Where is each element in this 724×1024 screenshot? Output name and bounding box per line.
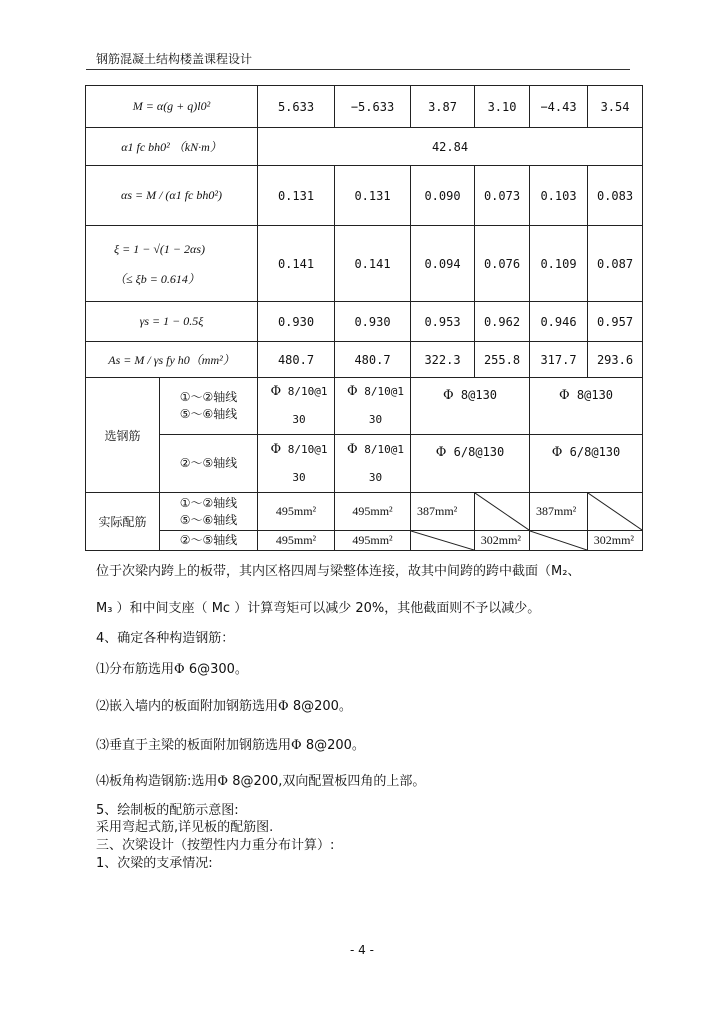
phi-symbol: Φ — [174, 662, 185, 677]
table-cell: 3.54 — [588, 86, 643, 128]
phi-symbol: Φ — [435, 445, 447, 460]
table-cell: 0.087 — [588, 226, 643, 302]
area-cell: 495mm² — [335, 493, 411, 531]
area-cell: 387mm² — [411, 493, 475, 531]
axis-line: ⑤～⑥轴线 — [179, 407, 238, 421]
area-cell: 495mm² — [258, 531, 335, 551]
header-rule — [86, 69, 630, 70]
section-heading: 4、确定各种构造钢筋： — [96, 631, 235, 646]
row-label: α1 fc bh0² （kN·m） — [86, 128, 258, 166]
table-cell: 0.109 — [530, 226, 588, 302]
moment-calculation-table — [85, 85, 643, 551]
section-heading: 三、次梁设计（按塑性内力重分布计算）: — [96, 838, 335, 853]
diagonal-line — [530, 531, 587, 550]
paragraph-text: 6@300。 — [184, 662, 248, 677]
paragraph — [96, 695, 352, 714]
axis-cell — [160, 531, 258, 551]
axis-line: ②～⑤轴线 — [179, 456, 238, 470]
paragraph — [96, 658, 248, 677]
table-cell: 0.094 — [411, 226, 475, 302]
paragraph-text: ⑶垂直于主梁的板面附加钢筋选用 — [96, 738, 292, 753]
paragraph: 位于次梁内跨上的板带，其内区格四周与梁整体连接，故其中间跨的跨中截面（M₂、 — [96, 564, 581, 579]
page-header: 钢筋混凝土结构楼盖课程设计 — [96, 52, 253, 66]
table-row — [86, 128, 643, 166]
actual-steel-label: 实际配筋 — [86, 493, 160, 551]
paragraph-text: 8@200。 — [288, 699, 352, 714]
section-heading: 1、次梁的支承情况: — [96, 856, 213, 871]
diagonal-line — [475, 493, 529, 530]
table-cell: 0.962 — [475, 302, 530, 342]
empty-diagonal-cell — [588, 493, 643, 531]
table-row — [86, 493, 643, 531]
row-label: As = M / γs fy h0（mm²） — [86, 342, 258, 378]
row-label — [86, 226, 258, 302]
paragraph-text: 8@200,双向配置板四角的上部。 — [228, 774, 426, 789]
table-cell: 0.103 — [530, 166, 588, 226]
table-cell: 0.076 — [475, 226, 530, 302]
axis-line: ①～②轴线 — [179, 495, 238, 510]
phi-symbol: Φ — [346, 384, 358, 399]
paragraph-text: ⑷板角构造钢筋:选用 — [96, 774, 218, 789]
phi-symbol: Φ — [217, 774, 229, 789]
empty-diagonal-cell — [475, 493, 530, 531]
phi-symbol: Φ — [346, 441, 358, 457]
axis-line: ⑤～⑥轴线 — [179, 512, 238, 527]
table-cell: 0.131 — [335, 166, 411, 226]
table-row — [86, 302, 643, 342]
area-cell: 302mm² — [588, 531, 643, 551]
area-cell: 495mm² — [258, 493, 335, 531]
rebar-spec-wrap: 30 — [368, 413, 383, 426]
rebar-cell — [335, 378, 411, 435]
diagonal-line — [588, 493, 642, 530]
axis-line: ②～⑤轴线 — [179, 533, 238, 547]
table-cell: −5.633 — [335, 86, 411, 128]
table-cell: 0.141 — [335, 226, 411, 302]
paragraph — [96, 734, 365, 753]
table-cell: 0.131 — [258, 166, 335, 226]
rebar-spec: 6/8@130 — [453, 445, 505, 459]
row-label: M = α(g + q)l0² — [86, 86, 258, 128]
xi-limit-note: （≤ ξb = 0.614） — [114, 271, 200, 286]
table-row — [86, 86, 643, 128]
rebar-cell — [411, 435, 530, 493]
select-steel-label: 选钢筋 — [86, 378, 160, 493]
phi-symbol: Φ — [443, 388, 454, 403]
table-cell: 317.7 — [530, 342, 588, 378]
rebar-cell — [258, 378, 335, 435]
table-cell: 0.073 — [475, 166, 530, 226]
phi-symbol: Φ — [270, 384, 282, 399]
axis-cell — [160, 493, 258, 531]
rebar-spec-wrap: 30 — [368, 470, 383, 484]
rebar-spec: 6/8@130 — [569, 445, 621, 459]
table-row — [86, 226, 643, 302]
phi-symbol: Φ — [270, 441, 282, 457]
phi-symbol: Φ — [559, 388, 570, 403]
rebar-cell — [335, 435, 411, 493]
paragraph — [96, 770, 425, 789]
paragraph: 采用弯起式筋,详见板的配筋图. — [96, 820, 274, 835]
table-cell: 0.953 — [411, 302, 475, 342]
paragraph-text: ⑴分布筋选用 — [96, 662, 175, 677]
table-cell: 480.7 — [335, 342, 411, 378]
rebar-cell — [411, 378, 530, 435]
phi-symbol: Φ — [291, 738, 302, 753]
table-row — [86, 378, 643, 435]
table-cell: 322.3 — [411, 342, 475, 378]
table-cell: 0.141 — [258, 226, 335, 302]
rebar-spec: 8/10@1 — [287, 442, 328, 456]
table-cell: 0.946 — [530, 302, 588, 342]
table-row — [86, 435, 643, 493]
table-cell: 0.930 — [258, 302, 335, 342]
axis-cell — [160, 378, 258, 435]
section-heading: 5、绘制板的配筋示意图: — [96, 803, 239, 818]
empty-diagonal-cell — [530, 531, 588, 551]
axis-cell — [160, 435, 258, 493]
area-cell: 387mm² — [530, 493, 588, 531]
phi-symbol: Φ — [278, 699, 289, 714]
rebar-spec-wrap: 30 — [292, 470, 306, 484]
row-label: αs = M / (α1 fc bh0²) — [86, 166, 258, 226]
table-cell: 0.957 — [588, 302, 643, 342]
area-cell: 495mm² — [335, 531, 411, 551]
diagonal-line — [411, 531, 474, 550]
table-cell: −4.43 — [530, 86, 588, 128]
rebar-spec: 8/10@1 — [287, 385, 328, 398]
rebar-cell — [530, 378, 643, 435]
table-cell: 293.6 — [588, 342, 643, 378]
paragraph-text: ⑵嵌入墙内的板面附加钢筋选用 — [96, 699, 279, 714]
table-cell: 0.090 — [411, 166, 475, 226]
rebar-spec: 8@130 — [460, 388, 498, 402]
page-number: - 4 - — [350, 943, 374, 957]
table-cell: 3.87 — [411, 86, 475, 128]
rebar-cell — [258, 435, 335, 493]
table-row — [86, 166, 643, 226]
rebar-cell — [530, 435, 643, 493]
axis-line: ①～②轴线 — [179, 390, 238, 404]
rebar-spec: 8@130 — [576, 388, 614, 402]
row-label: γs = 1 − 0.5ξ — [86, 302, 258, 342]
table-cell: 3.10 — [475, 86, 530, 128]
table-cell: 5.633 — [258, 86, 335, 128]
table-cell: 0.930 — [335, 302, 411, 342]
table-cell: 0.083 — [588, 166, 643, 226]
table-row — [86, 342, 643, 378]
empty-diagonal-cell — [411, 531, 475, 551]
xi-formula: ξ = 1 − √(1 − 2αs) — [114, 241, 205, 256]
table-cell: 480.7 — [258, 342, 335, 378]
table-row — [86, 531, 643, 551]
merged-value-cell: 42.84 — [258, 128, 643, 166]
table-cell: 255.8 — [475, 342, 530, 378]
paragraph: M₃ ）和中间支座（ Mc ）计算弯矩可以减少 20%，其他截面则不予以减少。 — [96, 601, 541, 616]
paragraph-text: 8@200。 — [301, 738, 365, 753]
phi-symbol: Φ — [551, 445, 563, 460]
area-cell: 302mm² — [475, 531, 530, 551]
rebar-spec: 8/10@1 — [364, 442, 405, 456]
rebar-spec-wrap: 30 — [292, 413, 306, 426]
rebar-spec: 8/10@1 — [364, 385, 405, 398]
